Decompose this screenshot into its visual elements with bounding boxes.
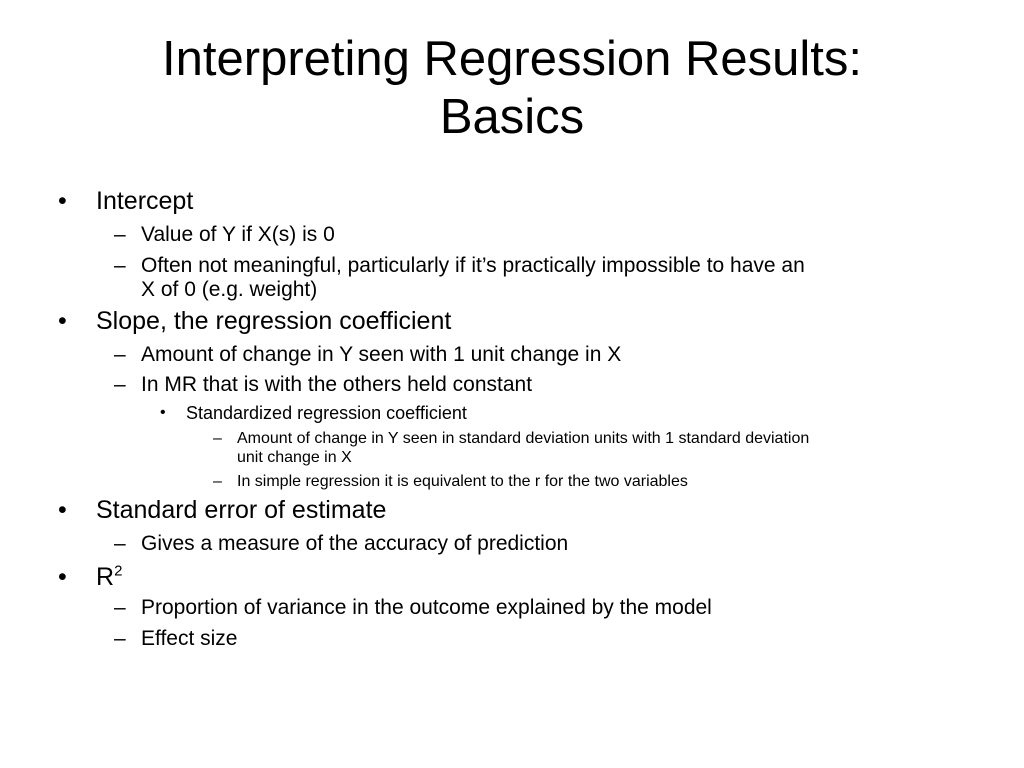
bullet-text: Intercept (96, 187, 194, 215)
bullet-marker: • (58, 496, 67, 524)
sub-bullet-text: Proportion of variance in the outcome explained by the model (141, 596, 712, 619)
bullet-marker: • (58, 307, 67, 335)
bullet-text: Slope, the regression coefficient (96, 307, 452, 335)
dash-marker: – (213, 430, 222, 447)
dash-marker: – (114, 532, 126, 555)
sub-bullet-text: Effect size (141, 627, 238, 650)
dash-marker: – (114, 223, 126, 246)
slide-title-line1: Interpreting Regression Results: (162, 32, 862, 86)
bullet-marker: • (160, 404, 166, 421)
dash-marker: – (114, 596, 126, 619)
level4-text-line1: Amount of change in Y seen in standard deviation units with 1 standard deviation (237, 430, 810, 447)
dash-marker: – (114, 373, 126, 396)
superscript-2: 2 (114, 562, 123, 580)
slide-title (40, 30, 984, 146)
r-symbol: R (96, 563, 115, 591)
sub-bullet-text: Value of Y if X(s) is 0 (141, 223, 335, 246)
slide-title-line2: Basics (439, 90, 585, 144)
dash-marker: – (114, 254, 126, 277)
dash-marker: – (114, 343, 126, 366)
dash-marker: – (114, 627, 126, 650)
sub-bullet-text: Amount of change in Y seen with 1 unit change in X (141, 343, 622, 366)
sub-bullet-text: Gives a measure of the accuracy of prediction (141, 532, 569, 555)
level4-text: In simple regression it is equivalent to the r for the two variables (237, 473, 688, 490)
sub-bullet-text-line1: Often not meaningful, particularly if it’s practically impossible to have an (141, 254, 805, 277)
bullet-text-r-squared (96, 562, 122, 592)
bullet-marker: • (58, 187, 67, 215)
level3-text: Standardized regression coefficient (186, 403, 467, 423)
bullet-text: Standard error of estimate (96, 496, 387, 524)
sub-bullet-text-line2: X of 0 (e.g. weight) (141, 278, 318, 301)
level4-text-line2: unit change in X (237, 449, 352, 466)
bullet-marker: • (58, 563, 67, 591)
sub-bullet-text: In MR that is with the others held constant (141, 373, 533, 396)
dash-marker: – (213, 473, 222, 490)
